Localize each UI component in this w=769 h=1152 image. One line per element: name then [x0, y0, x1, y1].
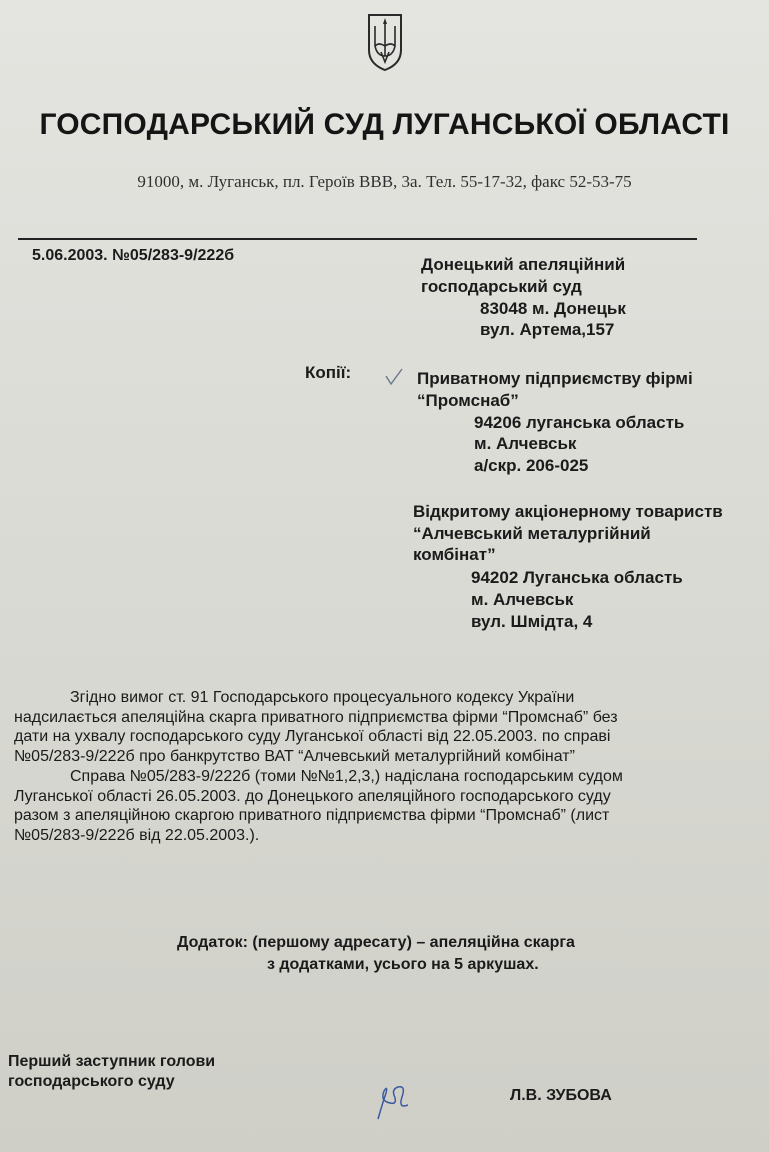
copy1-line-3: 94206 луганська область	[474, 413, 685, 432]
header-divider	[18, 238, 697, 240]
copy1-line-1: Приватному підприємству фірмі	[417, 369, 693, 388]
check-mark-icon	[383, 366, 405, 388]
copy1-line-4: м. Алчевськ	[474, 434, 577, 453]
coat-of-arms-icon	[366, 12, 404, 72]
attachment-line-2: з додатками, усього на 5 аркушах.	[267, 956, 539, 973]
court-name-heading: ГОСПОДАРСЬКИЙ СУД ЛУГАНСЬКОЇ ОБЛАСТІ	[39, 108, 730, 141]
body-p1-line-3: дати на ухвалу господарського суду Луганської області від 22.05.2003. по справі	[14, 728, 611, 745]
copies-label: Копії:	[305, 363, 352, 382]
body-p2-line-3: разом з апеляційною скаргою приватного підприємства фірми “Промснаб” (лист	[14, 807, 610, 824]
copy1-line-5: а/скр. 206-025	[474, 456, 589, 475]
body-p2-line-2: Луганської області 26.05.2003. до Донецького апеляційного господарського суду	[14, 787, 611, 805]
recipient-line-3: 83048 м. Донецьк	[480, 299, 626, 318]
copy2-line-4: 94202 Луганська область	[471, 568, 683, 587]
body-paragraph-2	[14, 767, 759, 845]
date-and-number: 5.06.2003. №05/283-9/222б	[32, 247, 235, 264]
court-address-line: 91000, м. Луганськ, пл. Героїв ВВВ, 3а. Тел. 55-17-32, факс 52-53-75	[137, 172, 632, 191]
body-p1-line-4: №05/283-9/222б про банкрутство ВАТ “Алчевський металургійний комбінат”	[14, 747, 575, 765]
copy2-line-1: Відкритому акціонерному товариств	[413, 502, 723, 521]
body-p2-line-1: Справа №05/283-9/222б (томи №№1,2,3,) надіслана господарським судом	[70, 768, 623, 785]
copy2-line-2: “Алчевський металургійний	[413, 524, 651, 543]
body-p1-line-1: Згідно вимог ст. 91 Господарського процесуального кодексу України	[70, 689, 575, 706]
body-paragraph-1	[14, 688, 759, 766]
attachment-line-1: Додаток: (першому адресату) – апеляційна скарга	[177, 934, 575, 951]
recipient-line-1: Донецький апеляційний	[421, 255, 626, 274]
body-p2-line-4: №05/283-9/222б від 22.05.2003.).	[14, 826, 260, 844]
recipient-line-2: господарський суд	[421, 277, 582, 296]
signatory-title-line-1: Перший заступник голови	[8, 1053, 216, 1070]
recipient-line-4: вул. Артема,157	[480, 320, 615, 339]
signatory-title-line-2: господарського суду	[8, 1073, 175, 1090]
copy2-line-5: м. Алчевськ	[471, 590, 574, 609]
copy1-line-2: “Промснаб”	[417, 391, 519, 410]
copy2-line-3: комбінат”	[413, 545, 496, 564]
copy2-line-6: вул. Шмідта, 4	[471, 612, 593, 631]
body-p1-line-2: надсилається апеляційна скарга приватного підприємства фірми “Промснаб” без	[14, 708, 618, 726]
handwritten-signature	[368, 1075, 418, 1125]
signatory-name: Л.В. ЗУБОВА	[510, 1087, 612, 1104]
